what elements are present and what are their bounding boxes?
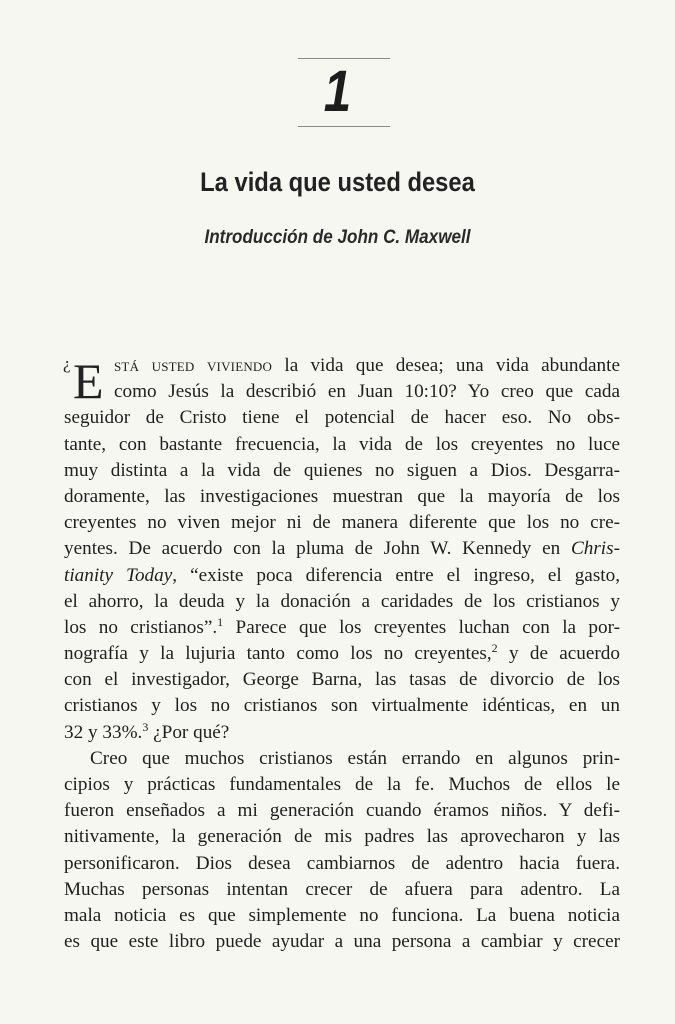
text-line xyxy=(64,746,620,772)
footnote-ref[interactable]: 3 xyxy=(142,719,149,734)
footnote-ref[interactable]: 2 xyxy=(491,641,498,656)
text-line xyxy=(64,877,620,903)
text-line xyxy=(64,929,620,955)
line-text: fueron enseñados a mi generación cuando éramos niños. Y defi- xyxy=(64,800,620,822)
line-text: yentes. De acuerdo con la pluma de John W. Kennedy en xyxy=(64,538,571,560)
line-text: con el investigador, George Barna, las tasas de divorcio de los xyxy=(64,669,620,691)
line-text: como Jesús la describió en Juan 10:10? Yo creo que cada xyxy=(114,381,620,403)
line-text: Parece que los creyentes luchan con la por- xyxy=(223,616,620,638)
text-line xyxy=(64,484,620,510)
line-text: nitivamente, la generación de mis padres las aprovecharon y las xyxy=(64,826,620,848)
text-line xyxy=(64,824,620,850)
body-text xyxy=(64,353,620,955)
line-text: cipios y prácticas fundamentales de la fe. Muchos de ellos le xyxy=(64,774,620,795)
line-text: seguidor de Cristo tiene el potencial de hacer eso. No obs- xyxy=(64,407,620,429)
text-line xyxy=(64,536,620,562)
line-text: creyentes no viven mejor ni de manera diferente que los no cre- xyxy=(64,512,620,534)
line-text: cristianos y los no cristianos son virtualmente idénticas, en un xyxy=(64,695,620,717)
chapter-number: 1 xyxy=(323,59,352,124)
line-text: nografía y la lujuria tanto como los no creyentes, xyxy=(64,643,492,665)
line-text: Muchas personas intentan crecer de afuera para adentro. La xyxy=(64,878,620,900)
text-line xyxy=(64,772,620,798)
text-line xyxy=(64,615,620,641)
line-text: doramente, las investigaciones muestran que la mayoría de los xyxy=(64,485,620,507)
dropcap-prefix: ¿ xyxy=(63,354,71,373)
text-line xyxy=(64,379,620,405)
line-text: muy distinta a la vida de quienes no siguen a Dios. Desgarra- xyxy=(64,459,620,481)
text-line xyxy=(64,510,620,536)
line-text: y de acuerdo xyxy=(497,643,620,665)
text-line xyxy=(64,903,620,929)
text-line xyxy=(64,458,620,484)
text-line xyxy=(64,720,620,746)
line-text: 32 y 33%. xyxy=(64,721,143,743)
text-line xyxy=(64,432,620,458)
line-text: la vida que desea; una vida abundante xyxy=(272,355,620,376)
line-text: Creo que muchos cristianos están errando en algunos prin- xyxy=(90,747,620,769)
line-text: , “existe poca diferencia entre el ingreso, el gasto, xyxy=(172,564,621,586)
chapter-subtitle: Introducción de John C. Maxwell xyxy=(204,227,471,248)
line-text: es que este libro puede ayudar a una persona a cambiar y crecer xyxy=(64,931,620,953)
chapter-rule-bottom xyxy=(298,126,390,127)
line-text: tante, con bastante frecuencia, la vida de los creyentes no luce xyxy=(64,433,620,455)
italic-publication: tianity Today xyxy=(64,564,173,586)
italic-publication: Chris- xyxy=(570,538,620,560)
text-line xyxy=(64,667,620,693)
chapter-title: La vida que usted desea xyxy=(200,167,475,197)
footnote-ref[interactable]: 1 xyxy=(217,614,224,629)
text-line xyxy=(64,798,620,824)
line-text: los no cristianos”. xyxy=(64,616,218,638)
text-line xyxy=(64,563,620,589)
text-line xyxy=(64,589,620,615)
smallcaps-opening: stá usted viviendo xyxy=(114,355,273,376)
line-text: el ahorro, la deuda y la donación a caridades de los cristianos y xyxy=(64,590,620,612)
line-text: personificaron. Dios desea cambiarnos de adentro hacia fuera. xyxy=(64,852,620,874)
text-line xyxy=(64,641,620,667)
text-line xyxy=(64,405,620,431)
line-text: mala noticia es que simplemente no funciona. La buena noticia xyxy=(64,904,620,926)
dropcap-letter: E xyxy=(73,353,104,409)
text-line xyxy=(64,693,620,719)
line-text: ¿Por qué? xyxy=(148,721,230,743)
text-line xyxy=(64,851,620,877)
